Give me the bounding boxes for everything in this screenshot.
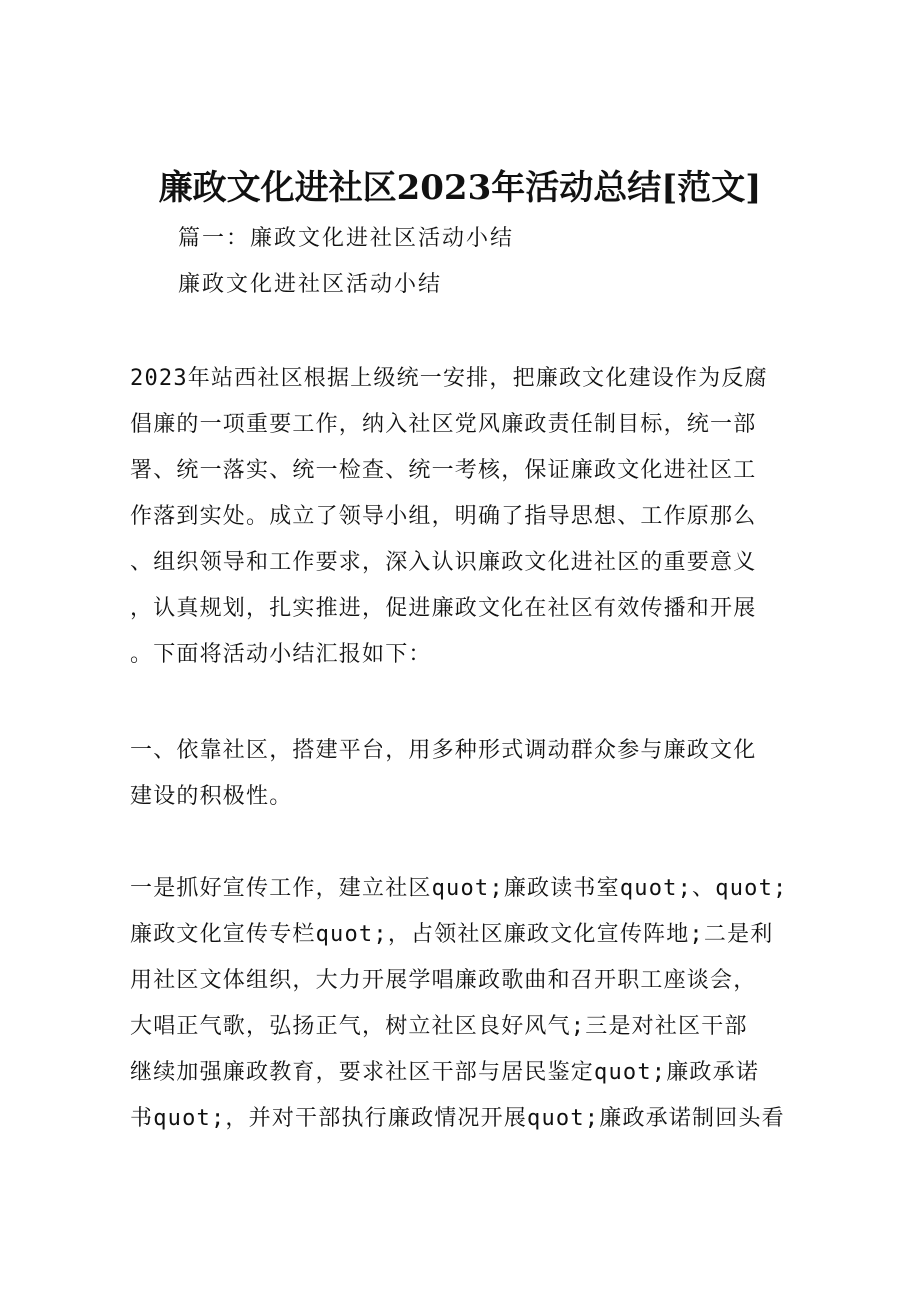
paragraph-line: 2023年站西社区根据上级统一安排，把廉政文化建设作为反腐 (130, 366, 768, 391)
paragraph-intro (130, 356, 800, 678)
paragraph-line: 继续加强廉政教育，要求社区干部与居民鉴定quot;廉政承诺 (130, 1060, 760, 1085)
paragraph-line: 用社区文体组织，大力开展学唱廉政歌曲和召开职工座谈会， (130, 968, 757, 993)
paragraph-line: 大唱正气歌，弘扬正气，树立社区良好风气;三是对社区干部 (130, 1014, 748, 1039)
paragraph-line: 。下面将活动小结汇报如下： (130, 642, 432, 667)
paragraph-line: 廉政文化宣传专栏quot;，占领社区廉政文化宣传阵地;二是利 (130, 922, 774, 947)
paragraph-body (130, 866, 800, 1142)
paragraph-line: 倡廉的一项重要工作，纳入社区党风廉政责任制目标，统一部 (130, 412, 757, 437)
paragraph-line: 、组织领导和工作要求，深入认识廉政文化进社区的重要意义 (130, 550, 757, 575)
paragraph-line: 一是抓好宣传工作，建立社区quot;廉政读书室quot;、quot; (130, 876, 788, 901)
paragraph-line: 一、依靠社区，搭建平台，用多种形式调动群众参与廉政文化 (130, 738, 757, 763)
document-title: 廉政文化进社区2023年活动总结[范文] (158, 168, 762, 208)
document-subtitle-chapter: 篇一：廉政文化进社区活动小结 (178, 226, 515, 251)
paragraph-line: 署、统一落实、统一检查、统一考核，保证廉政文化进社区工 (130, 458, 757, 483)
paragraph-line: ，认真规划，扎实推进，促进廉政文化在社区有效传播和开展 (130, 596, 757, 621)
paragraph-section-heading (130, 728, 800, 820)
paragraph-line: 建设的积极性。 (130, 784, 293, 809)
document-subtitle-section: 廉政文化进社区活动小结 (178, 272, 443, 297)
paragraph-line: 作落到实处。成立了领导小组，明确了指导思想、工作原那么 (130, 504, 757, 529)
paragraph-line: 书quot;，并对干部执行廉政情况开展quot;廉政承诺制回头看 (130, 1106, 785, 1131)
